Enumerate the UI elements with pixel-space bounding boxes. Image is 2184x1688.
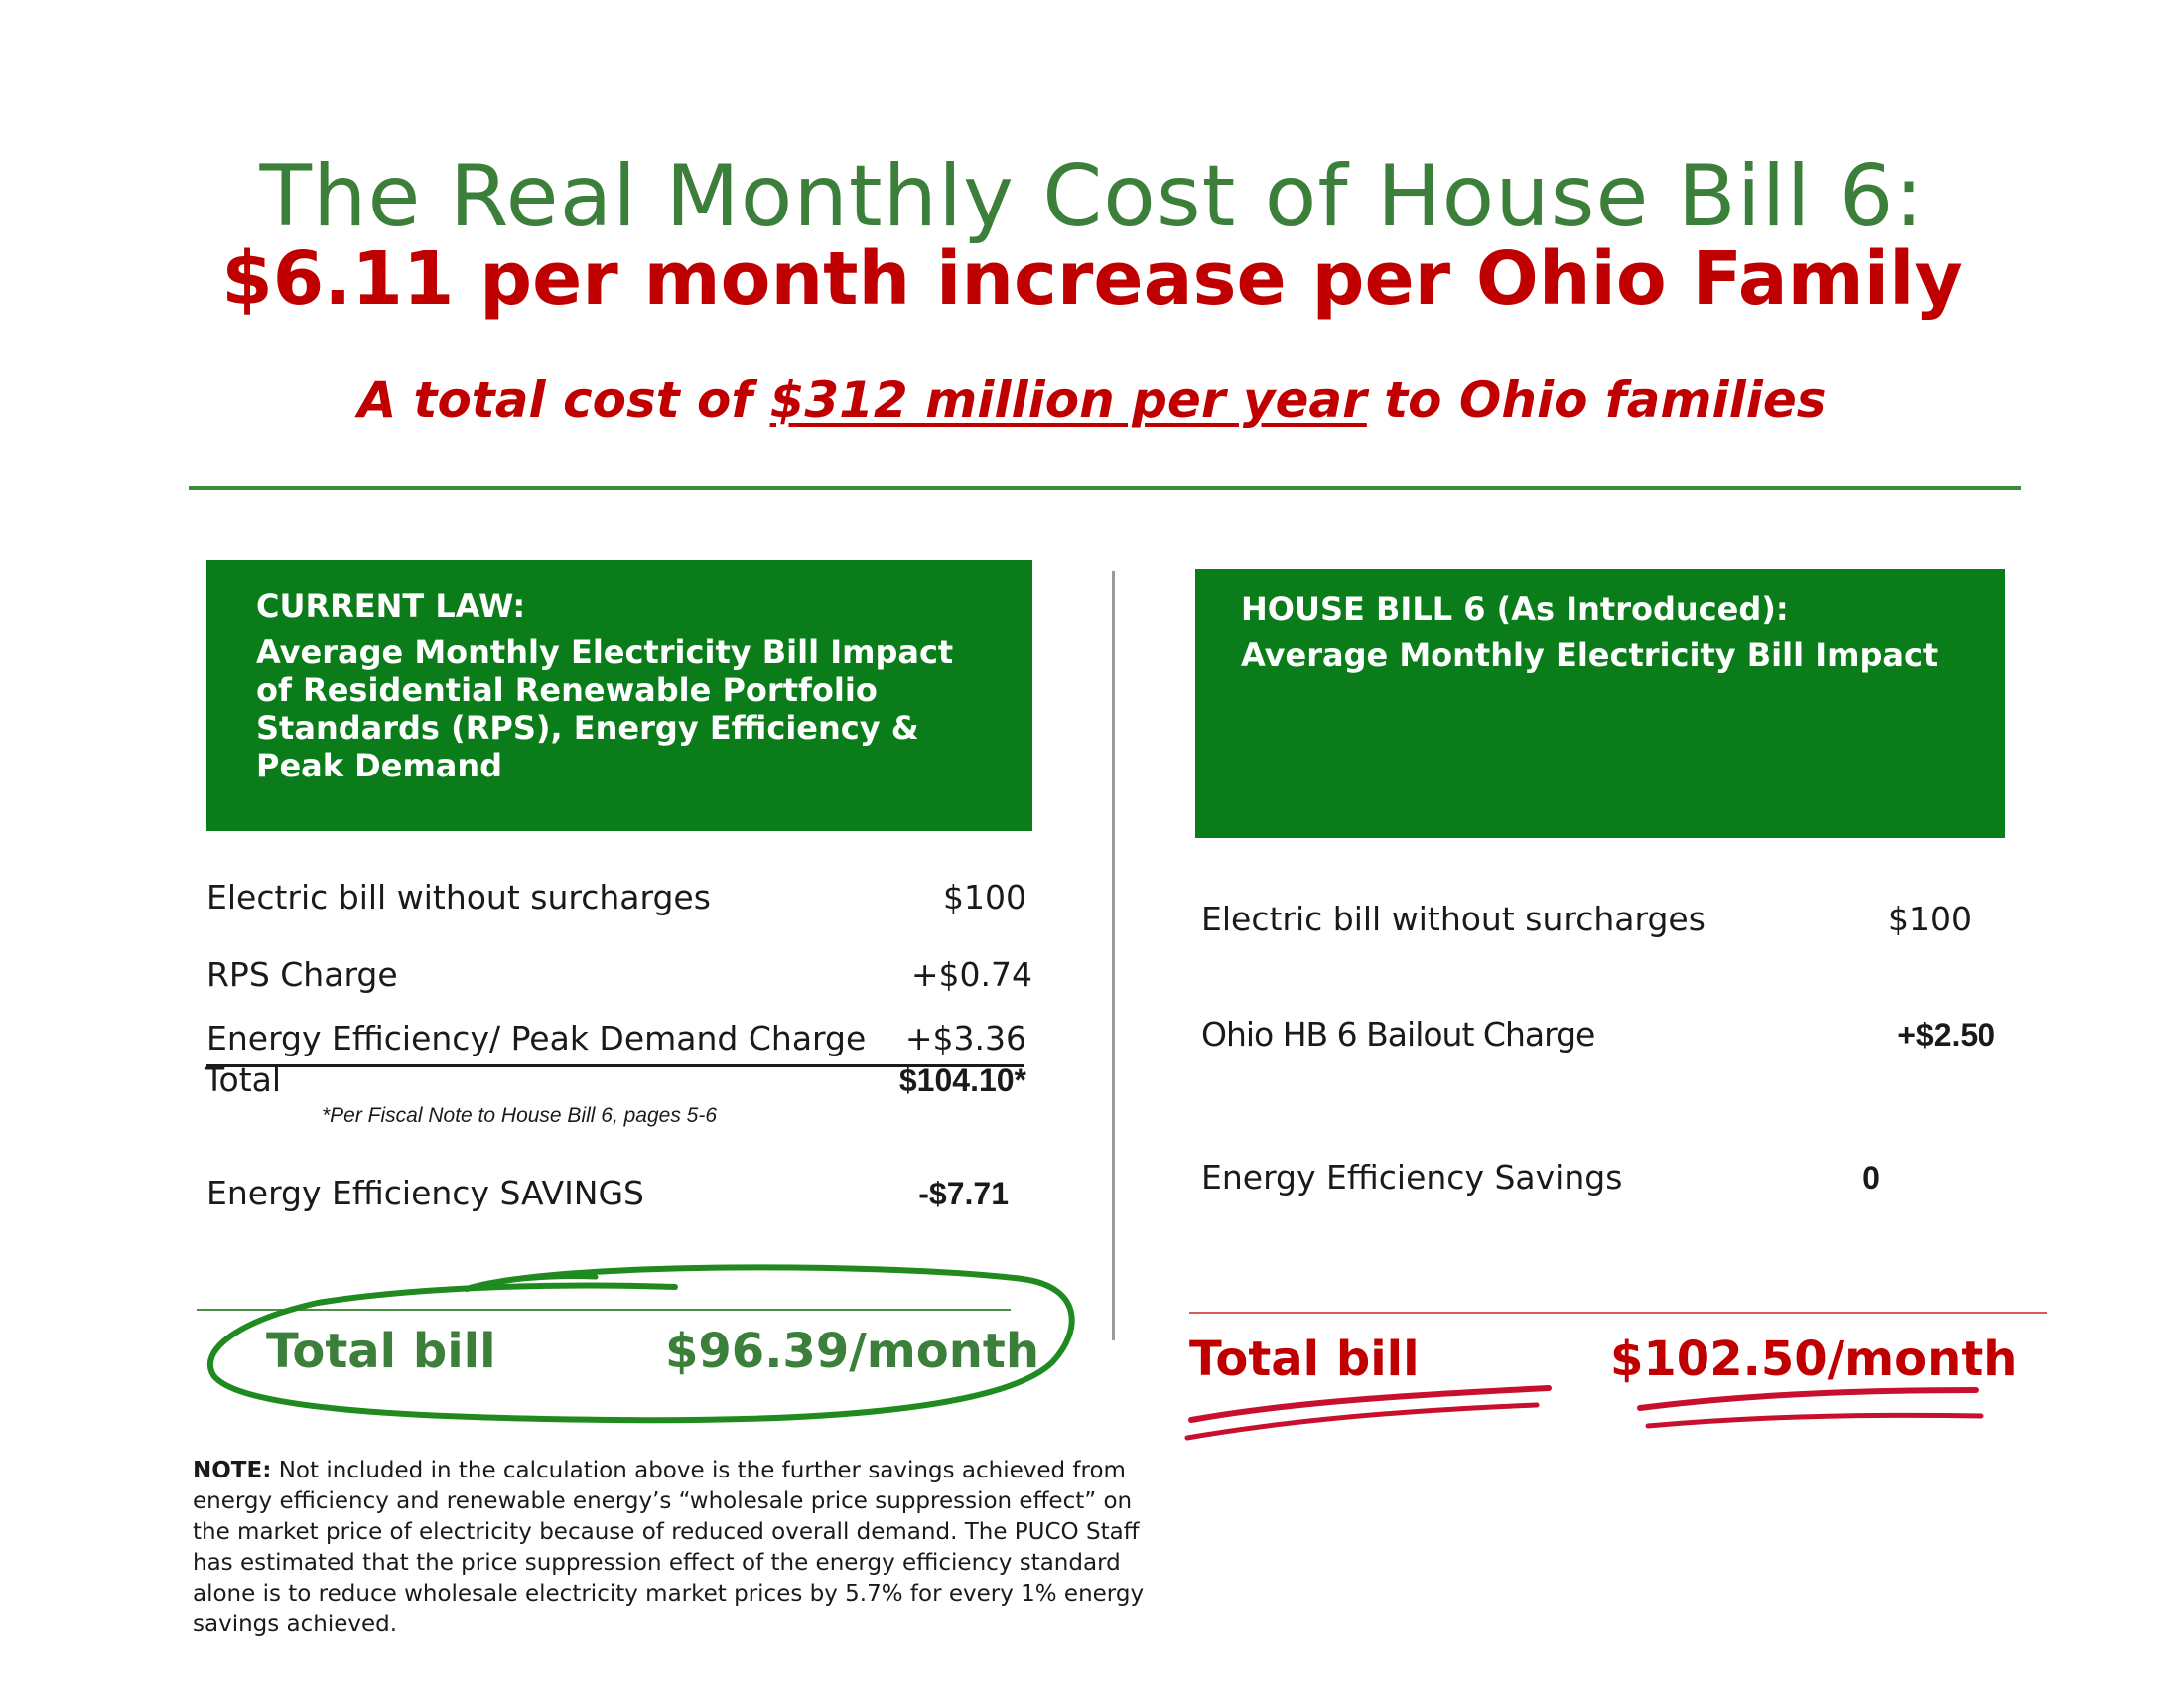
- left-base-value: $100: [943, 878, 1026, 916]
- current-law-heading: CURRENT LAW:: [256, 587, 526, 625]
- price-suppression-note: [193, 1456, 1165, 1640]
- rps-charge-label: RPS Charge: [206, 955, 398, 994]
- headline-increase: $6.11 per month increase per Ohio Family: [221, 236, 1963, 322]
- ee-charge-value: +$3.36: [904, 1019, 1026, 1057]
- right-base-value: $100: [1888, 900, 1972, 938]
- left-total-label: Total: [205, 1060, 282, 1099]
- current-law-description: Average Monthly Electricity Bill Impact of Residential Renewable Portfolio Standards (RPS), Energy Efficiency & Peak Demand: [256, 633, 954, 784]
- page-title: The Real Monthly Cost of House Bill 6:: [259, 147, 1925, 246]
- rps-charge-value: +$0.74: [910, 955, 1032, 994]
- subtitle-suffix: to Ohio families: [1366, 371, 1827, 429]
- red-scribble-right-1: [1640, 1390, 1976, 1408]
- right-total-bill-label: Total bill: [1189, 1332, 1420, 1387]
- subtitle-emphasis: $312 million per year: [769, 371, 1367, 429]
- left-total-value: $104.10*: [898, 1062, 1026, 1098]
- right-savings-value: 0: [1862, 1160, 1880, 1196]
- note-text: Not included in the calculation above is the further savings achieved from energy efficiency and renewable energy’s “wholesale price suppression effect” on the market price of electricity because of reduced overall demand. The PUCO Staff has estimated that the price suppression effect of the energy efficiency standard alone is to reduce wholesale electricity market prices by 5.7% for every 1% energy savings achieved.: [193, 1458, 1145, 1637]
- bailout-charge-label: Ohio HB 6 Bailout Charge: [1201, 1015, 1595, 1054]
- note-prefix: NOTE:: [193, 1458, 272, 1483]
- hb6-heading: HOUSE BILL 6 (As Introduced):: [1241, 590, 1789, 628]
- left-savings-value: -$7.71: [918, 1176, 1009, 1211]
- right-savings-label: Energy Efficiency Savings: [1201, 1158, 1623, 1196]
- green-circle-annotation: [210, 1267, 1072, 1420]
- bailout-charge-value: +$2.50: [1897, 1017, 1995, 1053]
- hb6-description: Average Monthly Electricity Bill Impact: [1241, 636, 1939, 674]
- left-total-bill-label: Total bill: [266, 1324, 496, 1379]
- red-scribble-right-2: [1648, 1415, 1981, 1426]
- left-base-label: Electric bill without surcharges: [206, 878, 711, 916]
- right-base-label: Electric bill without surcharges: [1201, 900, 1706, 938]
- left-savings-label: Energy Efficiency SAVINGS: [206, 1174, 645, 1212]
- subtitle-prefix: A total cost of: [357, 371, 770, 429]
- right-total-bill-value: $102.50/month: [1610, 1332, 2018, 1387]
- left-total-bill-value: $96.39/month: [665, 1324, 1040, 1379]
- fiscal-note-footnote: *Per Fiscal Note to House Bill 6, pages 5-6: [322, 1104, 718, 1127]
- ee-charge-label: Energy Efficiency/ Peak Demand Charge: [206, 1019, 867, 1057]
